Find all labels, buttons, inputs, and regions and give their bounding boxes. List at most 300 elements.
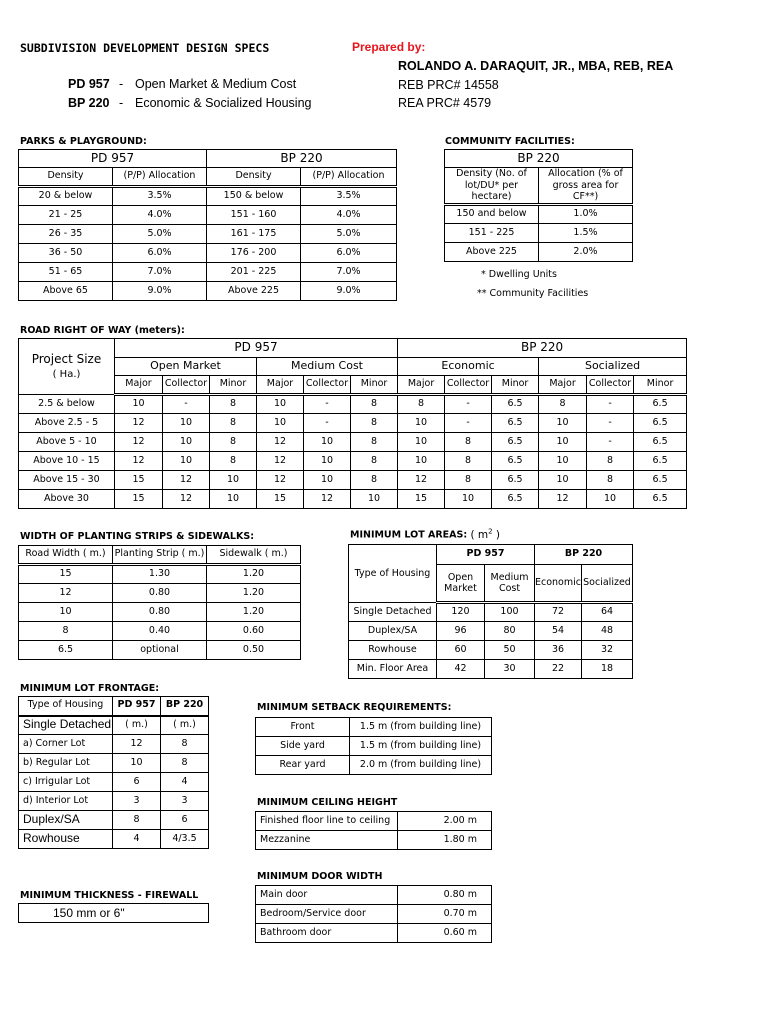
community-header: BP 220 — [445, 150, 633, 168]
table-row — [349, 603, 633, 622]
table-row — [19, 452, 687, 471]
cell: Above 225 — [445, 243, 539, 262]
cell: 15 — [115, 490, 163, 509]
cell: 3.5% — [301, 187, 397, 206]
lotareas-title-row — [350, 527, 500, 541]
cell: 1.5% — [539, 224, 633, 243]
row-pd-header: PD 957 — [115, 339, 398, 358]
lotareas-unit — [470, 529, 500, 541]
cell: 8 — [351, 395, 398, 414]
parks-table — [18, 149, 397, 301]
group-medium-cost: Medium Cost — [257, 358, 398, 376]
cell: 4.0% — [301, 206, 397, 225]
col-collector: Collector — [587, 376, 634, 395]
table-row — [256, 812, 492, 831]
cell: 8 — [587, 452, 634, 471]
cell: - — [587, 395, 634, 414]
cell: Min. Floor Area — [349, 660, 437, 679]
cell: 6.0% — [301, 244, 397, 263]
table-row — [349, 641, 633, 660]
cell: 6.5 — [634, 471, 687, 490]
cell: 8 — [210, 395, 257, 414]
cell: 18 — [582, 660, 633, 679]
cell: 32 — [582, 641, 633, 660]
cell: 8 — [445, 433, 492, 452]
cell: 2.5 & below — [19, 395, 115, 414]
cell: 64 — [582, 603, 633, 622]
cell: 8 — [445, 452, 492, 471]
cell: 15 — [115, 471, 163, 490]
cell: 6.5 — [492, 395, 539, 414]
col-medium-cost: Medium Cost — [485, 565, 535, 603]
cell: 6.5 — [492, 414, 539, 433]
cell: Front — [256, 718, 350, 737]
col-economic: Economic — [535, 565, 582, 603]
cell: 1.5 m (from building line) — [350, 718, 492, 737]
cell: 3.5% — [113, 187, 207, 206]
parks-col-density: Density — [19, 168, 113, 187]
author-name: ROLANDO A. DARAQUIT, JR., MBA, REB, REA — [398, 59, 674, 73]
col-bp220: BP 220 — [161, 697, 209, 716]
cell: 21 - 25 — [19, 206, 113, 225]
cell: 1.20 — [207, 565, 301, 584]
parks-bp-header: BP 220 — [207, 150, 397, 168]
cell: Main door — [256, 886, 398, 905]
cell: 0.40 — [113, 622, 207, 641]
col-pd957: PD 957 — [113, 697, 161, 716]
cell: 8 — [113, 811, 161, 830]
cell: Duplex/SA — [349, 622, 437, 641]
cell: 0.50 — [207, 641, 301, 660]
cell: 50 — [485, 641, 535, 660]
cell: 10 — [304, 433, 351, 452]
firewall-title: MINIMUM THICKNESS - FIREWALL — [20, 890, 199, 901]
cell: 6.5 — [492, 433, 539, 452]
cell: 8 — [161, 754, 209, 773]
cell: 8 — [210, 414, 257, 433]
cell: 12 — [398, 471, 445, 490]
cell: 48 — [582, 622, 633, 641]
cell: 10 — [257, 414, 304, 433]
cell: 22 — [535, 660, 582, 679]
parks-col-density: Density — [207, 168, 301, 187]
cell: 8 — [398, 395, 445, 414]
cell: c) Irrigular Lot — [19, 773, 113, 792]
cell: 60 — [437, 641, 485, 660]
cell: 6.5 — [492, 452, 539, 471]
cell: 10 — [539, 452, 587, 471]
law2-separator: - — [119, 96, 124, 110]
road-right-of-way-table — [18, 338, 687, 509]
lotareas-title: MINIMUM LOT AREAS: — [350, 529, 468, 541]
cell: 1.0% — [539, 205, 633, 224]
cell: 4.0% — [113, 206, 207, 225]
lotareas-bp-header: BP 220 — [535, 545, 633, 565]
table-row — [256, 737, 492, 756]
cell: Rear yard — [256, 756, 350, 775]
cell: 15 — [398, 490, 445, 509]
cell: 10 — [445, 490, 492, 509]
cell: 8 — [539, 395, 587, 414]
table-row — [256, 756, 492, 775]
cell: Rowhouse — [19, 830, 113, 849]
cell: Mezzanine — [256, 831, 398, 850]
cell: 8 — [351, 414, 398, 433]
cell: 0.80 m — [398, 886, 492, 905]
group-socialized: Socialized — [539, 358, 687, 376]
table-row — [19, 641, 301, 660]
parks-title: PARKS & PLAYGROUND: — [20, 136, 147, 147]
cell: Rowhouse — [349, 641, 437, 660]
cell: 10 — [398, 433, 445, 452]
col-minor: Minor — [634, 376, 687, 395]
table-row — [19, 395, 687, 414]
col-major: Major — [398, 376, 445, 395]
table-row — [19, 792, 209, 811]
setback-table — [255, 717, 492, 775]
cell: 36 — [535, 641, 582, 660]
cell: 20 & below — [19, 187, 113, 206]
cell: 12 — [163, 471, 210, 490]
cell: ( m.) — [113, 716, 161, 735]
table-row — [19, 773, 209, 792]
cell: Above 30 — [19, 490, 115, 509]
law1-separator: - — [119, 77, 124, 91]
cell: 10 — [210, 471, 257, 490]
cell: 8 — [351, 433, 398, 452]
cell: Above 15 - 30 — [19, 471, 115, 490]
cell: 8 — [210, 433, 257, 452]
col-major: Major — [539, 376, 587, 395]
cell: 10 — [398, 452, 445, 471]
table-row — [19, 811, 209, 830]
cell: 12 — [19, 584, 113, 603]
cell: 12 — [115, 414, 163, 433]
table-row — [19, 225, 397, 244]
cell: 9.0% — [301, 282, 397, 301]
cell: - — [445, 395, 492, 414]
cell: 8 — [351, 471, 398, 490]
table-row — [445, 243, 633, 262]
cell: 10 — [19, 603, 113, 622]
cell: Single Detached — [19, 716, 113, 735]
lotareas-pd-header: PD 957 — [437, 545, 535, 565]
col-collector: Collector — [445, 376, 492, 395]
unit-text: ( m — [470, 528, 489, 541]
community-col-density: Density (No. of lot/DU* per hectare) — [445, 168, 539, 205]
cell: 15 — [19, 565, 113, 584]
parks-pd-header: PD 957 — [19, 150, 207, 168]
strips-title: WIDTH OF PLANTING STRIPS & SIDEWALKS: — [20, 531, 254, 542]
firewall-box — [18, 903, 209, 923]
law2-code: BP 220 — [68, 96, 110, 110]
cell: 12 — [115, 433, 163, 452]
cell: 15 — [257, 490, 304, 509]
cell: d) Interior Lot — [19, 792, 113, 811]
table-row — [256, 831, 492, 850]
parks-col-alloc: (P/P) Allocation — [113, 168, 207, 187]
reb-license: REB PRC# 14558 — [398, 78, 499, 92]
cell: 6.0% — [113, 244, 207, 263]
road-table-body — [19, 395, 687, 509]
col-sidewalk: Sidewalk ( m.) — [207, 546, 301, 565]
lot-areas-table — [348, 544, 633, 679]
cell: 72 — [535, 603, 582, 622]
law1-code: PD 957 — [68, 77, 110, 91]
cell: 42 — [437, 660, 485, 679]
cell: 10 — [163, 452, 210, 471]
table-row — [19, 584, 301, 603]
cell: - — [304, 395, 351, 414]
cell: 150 & below — [207, 187, 301, 206]
cell: 10 — [539, 471, 587, 490]
table-row — [349, 660, 633, 679]
table-row — [19, 603, 301, 622]
cell: 3 — [113, 792, 161, 811]
table-row — [19, 716, 209, 735]
cell: 6.5 — [634, 452, 687, 471]
table-row — [19, 622, 301, 641]
col-collector: Collector — [304, 376, 351, 395]
cell: 6.5 — [492, 490, 539, 509]
cell: 8 — [19, 622, 113, 641]
table-row — [19, 754, 209, 773]
cell: 10 — [257, 395, 304, 414]
cell: 4/3.5 — [161, 830, 209, 849]
door-title: MINIMUM DOOR WIDTH — [257, 871, 383, 882]
cell: 10 — [304, 471, 351, 490]
cell: 0.80 — [113, 584, 207, 603]
table-row — [256, 718, 492, 737]
col-major: Major — [115, 376, 163, 395]
cell: 10 — [539, 414, 587, 433]
cell: 1.80 m — [398, 831, 492, 850]
community-col-alloc: Allocation (% of gross area for CF**) — [539, 168, 633, 205]
table-row — [19, 830, 209, 849]
community-table — [444, 149, 633, 262]
col-planting-strip: Planting Strip ( m.) — [113, 546, 207, 565]
cell: 161 - 175 — [207, 225, 301, 244]
cell: 51 - 65 — [19, 263, 113, 282]
project-size-label: Project Size — [31, 351, 102, 366]
law2-description: Economic & Socialized Housing — [135, 96, 312, 110]
cell: Above 5 - 10 — [19, 433, 115, 452]
cell: 10 — [210, 490, 257, 509]
cell: 10 — [163, 433, 210, 452]
table-row — [256, 905, 492, 924]
cell: 6 — [161, 811, 209, 830]
cell: 10 — [398, 414, 445, 433]
cell: - — [587, 414, 634, 433]
cell: Finished floor line to ceiling — [256, 812, 398, 831]
cell: 5.0% — [113, 225, 207, 244]
cell: 1.20 — [207, 584, 301, 603]
cell: 2.00 m — [398, 812, 492, 831]
col-collector: Collector — [163, 376, 210, 395]
row-title: ROAD RIGHT OF WAY (meters): — [20, 325, 185, 336]
col-minor: Minor — [351, 376, 398, 395]
cell: 26 - 35 — [19, 225, 113, 244]
door-width-table — [255, 885, 492, 943]
table-row — [19, 414, 687, 433]
cell: 12 — [257, 471, 304, 490]
cell: 6 — [113, 773, 161, 792]
cell: Above 225 — [207, 282, 301, 301]
cell: - — [587, 433, 634, 452]
cell: 8 — [351, 452, 398, 471]
table-row — [19, 263, 397, 282]
cell: 6.5 — [634, 414, 687, 433]
project-size-unit: ( Ha.) — [52, 369, 81, 381]
cell: 10 — [113, 754, 161, 773]
cell: optional — [113, 641, 207, 660]
cell: 8 — [587, 471, 634, 490]
cell: 0.60 — [207, 622, 301, 641]
cell: 7.0% — [113, 263, 207, 282]
group-open-market: Open Market — [115, 358, 257, 376]
cell: 36 - 50 — [19, 244, 113, 263]
cell: 201 - 225 — [207, 263, 301, 282]
document-title: SUBDIVISION DEVELOPMENT DESIGN SPECS — [20, 41, 270, 55]
cell: Above 10 - 15 — [19, 452, 115, 471]
unit-superscript: 2 — [488, 527, 493, 535]
cell: 0.80 — [113, 603, 207, 622]
cell: 2.0 m (from building line) — [350, 756, 492, 775]
col-road-width: Road Width ( m.) — [19, 546, 113, 565]
cell: 176 - 200 — [207, 244, 301, 263]
col-major: Major — [257, 376, 304, 395]
cell: 6.5 — [492, 471, 539, 490]
cell: 7.0% — [301, 263, 397, 282]
cell: 10 — [539, 433, 587, 452]
table-row — [19, 206, 397, 225]
table-row — [256, 886, 492, 905]
cell: 100 — [485, 603, 535, 622]
cell: 12 — [257, 433, 304, 452]
cell: 8 — [161, 735, 209, 754]
cell: 120 — [437, 603, 485, 622]
unit-close: ) — [492, 528, 501, 541]
lot-frontage-table — [18, 696, 209, 849]
col-socialized: Socialized — [582, 565, 633, 603]
cell: 151 - 160 — [207, 206, 301, 225]
cell: Above 65 — [19, 282, 113, 301]
table-row — [349, 622, 633, 641]
cell: Side yard — [256, 737, 350, 756]
cell: Duplex/SA — [19, 811, 113, 830]
cell: 10 — [304, 452, 351, 471]
law1-description: Open Market & Medium Cost — [135, 77, 297, 91]
col-minor: Minor — [492, 376, 539, 395]
community-title: COMMUNITY FACILITIES: — [445, 136, 575, 147]
cell: 10 — [351, 490, 398, 509]
table-row — [256, 924, 492, 943]
setback-title: MINIMUM SETBACK REQUIREMENTS: — [257, 702, 452, 713]
table-row — [19, 735, 209, 754]
ceiling-table — [255, 811, 492, 850]
table-row — [19, 187, 397, 206]
frontage-title: MINIMUM LOT FRONTAGE: — [20, 683, 159, 694]
cell: 9.0% — [113, 282, 207, 301]
table-row — [19, 471, 687, 490]
cell: a) Corner Lot — [19, 735, 113, 754]
planting-strips-table — [18, 545, 301, 660]
cell: Single Detached — [349, 603, 437, 622]
group-economic: Economic — [398, 358, 539, 376]
cell: 96 — [437, 622, 485, 641]
cell: 6.5 — [634, 395, 687, 414]
cell: 12 — [113, 735, 161, 754]
cell: 3 — [161, 792, 209, 811]
cell: 0.60 m — [398, 924, 492, 943]
col-type-of-housing: Type of Housing — [19, 697, 113, 716]
cell: 151 - 225 — [445, 224, 539, 243]
prepared-by-label: Prepared by: — [352, 40, 426, 54]
cell: 80 — [485, 622, 535, 641]
cell: 4 — [161, 773, 209, 792]
cell: - — [304, 414, 351, 433]
table-row — [19, 565, 301, 584]
cell: 12 — [115, 452, 163, 471]
table-row — [445, 224, 633, 243]
ceiling-title: MINIMUM CEILING HEIGHT — [257, 797, 398, 808]
firewall-value: 150 mm or 6" — [53, 906, 125, 920]
cell: b) Regular Lot — [19, 754, 113, 773]
cell: 2.0% — [539, 243, 633, 262]
table-row — [445, 205, 633, 224]
cell: Above 2.5 - 5 — [19, 414, 115, 433]
cell: 8 — [210, 452, 257, 471]
cell: 12 — [539, 490, 587, 509]
rea-license: REA PRC# 4579 — [398, 96, 492, 110]
cell: 6.5 — [634, 433, 687, 452]
cell: Bedroom/Service door — [256, 905, 398, 924]
note-community-facilities: ** Community Facilities — [477, 288, 589, 299]
cell: 8 — [445, 471, 492, 490]
cell: 10 — [587, 490, 634, 509]
cell: 10 — [115, 395, 163, 414]
cell: 6.5 — [19, 641, 113, 660]
cell: 5.0% — [301, 225, 397, 244]
cell: - — [445, 414, 492, 433]
cell: 12 — [304, 490, 351, 509]
cell: 1.5 m (from building line) — [350, 737, 492, 756]
cell: 54 — [535, 622, 582, 641]
cell: 4 — [113, 830, 161, 849]
cell: Bathroom door — [256, 924, 398, 943]
col-open-market: Open Market — [437, 565, 485, 603]
table-row — [19, 282, 397, 301]
cell: 1.30 — [113, 565, 207, 584]
row-bp-header: BP 220 — [398, 339, 687, 358]
table-row — [19, 490, 687, 509]
col-minor: Minor — [210, 376, 257, 395]
cell: 150 and below — [445, 205, 539, 224]
cell: 12 — [163, 490, 210, 509]
cell: 12 — [257, 452, 304, 471]
cell: 30 — [485, 660, 535, 679]
table-row — [19, 433, 687, 452]
cell: 6.5 — [634, 490, 687, 509]
lotareas-type-header: Type of Housing — [349, 545, 437, 603]
cell: 1.20 — [207, 603, 301, 622]
cell: 10 — [163, 414, 210, 433]
cell: 0.70 m — [398, 905, 492, 924]
table-row — [19, 244, 397, 263]
note-dwelling-units: * Dwelling Units — [481, 269, 557, 280]
project-size-header — [19, 339, 115, 395]
parks-col-alloc: (P/P) Allocation — [301, 168, 397, 187]
